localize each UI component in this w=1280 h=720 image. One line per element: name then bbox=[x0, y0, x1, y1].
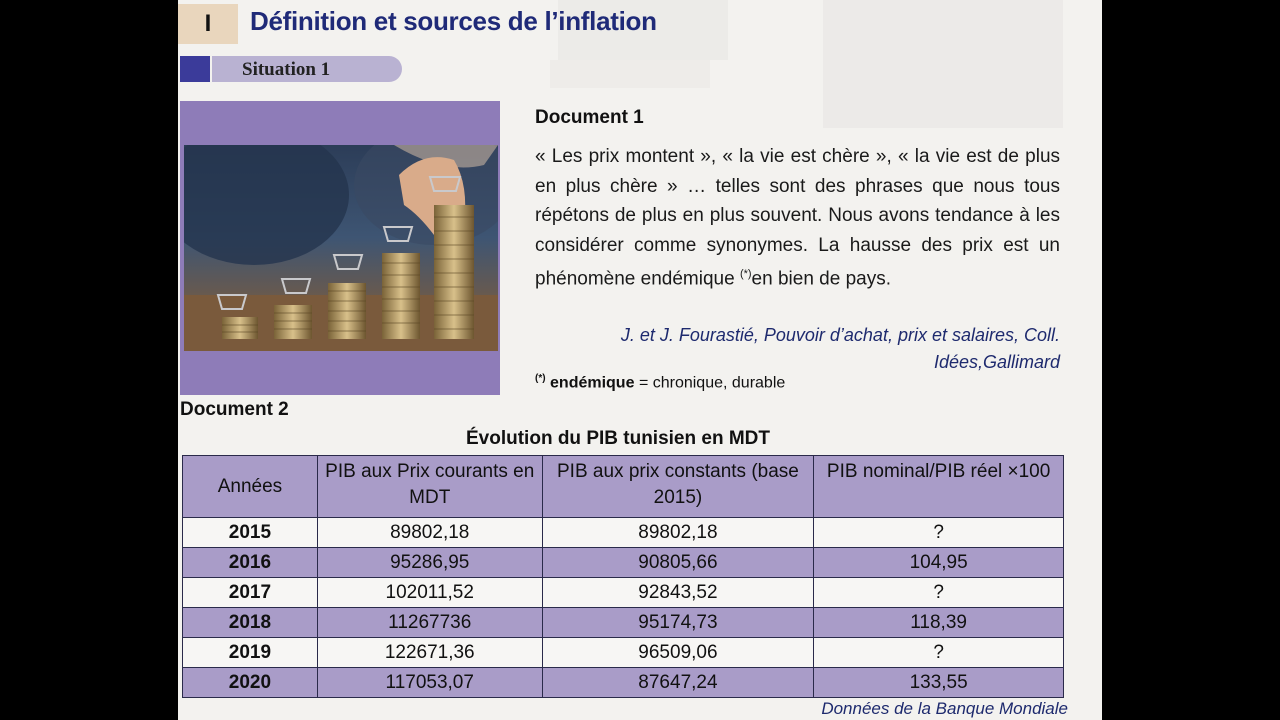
cell-ratio: ? bbox=[814, 638, 1064, 668]
cell-year: 2015 bbox=[183, 518, 318, 548]
cell-ratio: 118,39 bbox=[814, 608, 1064, 638]
header-pib-constants: PIB aux prix constants (base 2015) bbox=[542, 456, 814, 518]
table-row bbox=[183, 638, 1064, 668]
doc1-line-3: tous répétons de plus en plus souvent. Nous avons bbox=[535, 175, 1060, 226]
table-row bbox=[183, 578, 1064, 608]
table-source: Données de la Banque Mondiale bbox=[821, 699, 1068, 718]
situation-label: Situation 1 bbox=[242, 59, 331, 80]
cell-pib-constants: 96509,06 bbox=[542, 638, 814, 668]
cell-pib-constants: 95174,73 bbox=[542, 608, 814, 638]
coins-carts-photo bbox=[184, 145, 498, 351]
cell-pib-courants: 95286,95 bbox=[317, 548, 542, 578]
illustration-frame bbox=[180, 101, 500, 395]
doc1-line-5-end: en bbox=[751, 268, 773, 290]
document1-source bbox=[535, 322, 1060, 376]
header-pib-courants: PIB aux Prix courants en MDT bbox=[317, 456, 542, 518]
cell-ratio: 104,95 bbox=[814, 548, 1064, 578]
source1-line-2: Idées,Gallimard bbox=[933, 352, 1060, 372]
doc1-line-5: hausse des prix est un phénomène endémique bbox=[535, 234, 1060, 290]
document2-title: Document 2 bbox=[180, 399, 289, 420]
header-annees: Années bbox=[183, 456, 318, 518]
pib-table bbox=[182, 455, 1064, 698]
doc1-footnote-marker: (*) bbox=[739, 268, 752, 280]
cell-ratio: ? bbox=[814, 518, 1064, 548]
cell-year: 2018 bbox=[183, 608, 318, 638]
cell-year: 2020 bbox=[183, 668, 318, 698]
cell-pib-courants: 89802,18 bbox=[317, 518, 542, 548]
cell-pib-courants: 11267736 bbox=[317, 608, 542, 638]
cell-pib-courants: 102011,52 bbox=[317, 578, 542, 608]
textbook-page bbox=[178, 0, 1102, 720]
cell-pib-courants: 117053,07 bbox=[317, 668, 542, 698]
doc1-line-6: bien de pays. bbox=[777, 268, 891, 290]
document1-text bbox=[535, 142, 1060, 294]
cell-year: 2016 bbox=[183, 548, 318, 578]
cell-ratio: 133,55 bbox=[814, 668, 1064, 698]
document1-title: Document 1 bbox=[535, 107, 644, 128]
source1-line-1: J. et J. Fourastié, Pouvoir d’achat, prix et salaires, Coll. bbox=[620, 325, 1060, 345]
footnote-definition: = chronique, durable bbox=[638, 374, 786, 392]
section-title: Définition et sources de l’inflation bbox=[250, 6, 657, 36]
footnote-term: endémique bbox=[550, 374, 635, 392]
table-row bbox=[183, 608, 1064, 638]
footnote-marker: (*) bbox=[535, 373, 546, 384]
doc1-line-4: tendance à les considérer comme synonymes. La bbox=[535, 205, 1060, 256]
cell-pib-constants: 90805,66 bbox=[542, 548, 814, 578]
table-header-row bbox=[183, 456, 1064, 518]
table-row bbox=[183, 668, 1064, 698]
table-row bbox=[183, 548, 1064, 578]
cell-year: 2017 bbox=[183, 578, 318, 608]
cell-pib-courants: 122671,36 bbox=[317, 638, 542, 668]
cell-pib-constants: 92843,52 bbox=[542, 578, 814, 608]
cell-year: 2019 bbox=[183, 638, 318, 668]
situation-marker bbox=[180, 56, 210, 82]
footnote bbox=[535, 373, 785, 392]
header-ratio: PIB nominal/PIB réel ×100 bbox=[814, 456, 1064, 518]
section-number: I bbox=[178, 4, 238, 44]
table-title: Évolution du PIB tunisien en MDT bbox=[466, 428, 770, 449]
table-row bbox=[183, 518, 1064, 548]
cell-pib-constants: 87647,24 bbox=[542, 668, 814, 698]
cell-pib-constants: 89802,18 bbox=[542, 518, 814, 548]
doc1-line-2: plus en plus chère » … telles sont des phrases que nous bbox=[535, 146, 1061, 197]
doc1-line-1: « Les prix montent », « la vie est chère », « la vie est de bbox=[535, 146, 1019, 167]
cell-ratio: ? bbox=[814, 578, 1064, 608]
